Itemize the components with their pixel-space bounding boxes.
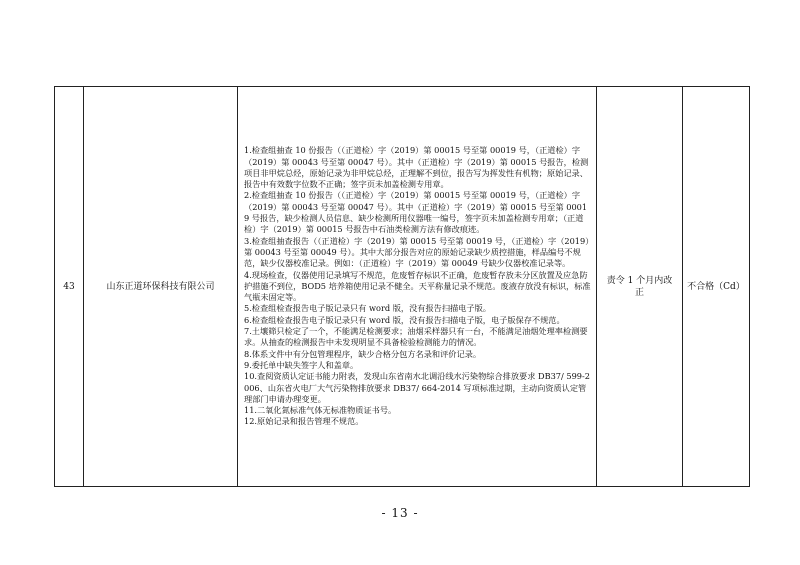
issue-item: 4.现场检查，仪器使用记录填写不规范，危废暂存标识不正确，危废暂存放未分区放置及应急防护措施不到位，BOD5 培养箱使用记录不健全。天平称量记录不规范。废液存放没有标识，标准气瓶未固定等。 — [244, 269, 591, 303]
issues-list — [238, 87, 597, 487]
issue-item: 11.二氧化氮标准气体无标准物质证书号。 — [244, 405, 397, 416]
issue-item: 9.委托单中缺失签字人和盖章。 — [244, 359, 359, 370]
table-row — [55, 87, 750, 487]
inspection-results-table — [54, 86, 750, 487]
issue-item: 7.土壤筛只检定了一个，不能满足检测要求；油烟采样器只有一台，不能满足油烟处理率检测要求。从抽查的检测报告中未发现明显不具备检验检测能力的情况。 — [244, 326, 588, 348]
page-number: - 13 - — [381, 506, 419, 520]
issue-item: 6.检查组检查报告电子版记录只有 word 版，没有报告扫描电子版，电子版保存不规范。 — [244, 314, 565, 325]
rectification-action — [597, 87, 683, 487]
issue-item: 8.体系文件中有分包管理程序，缺少合格分包方名录和评价记录。 — [244, 348, 482, 359]
inspection-result: 不合格（Cd） — [683, 87, 750, 487]
issue-item: 5.检查组检查报告电子版记录只有 word 版，没有报告扫描电子版。 — [244, 303, 491, 314]
rectification-action-text: 责令 1 个月内改正 — [606, 275, 673, 298]
issue-item: 12.原始记录和报告管理不规范。 — [244, 416, 364, 427]
organization-name: 山东正道环保科技有限公司 — [84, 87, 238, 487]
issue-item: 3.检查组抽查报告（（正道检）字（2019）第 00015 号至第 00019 号，（正道检）字（2019）第 00043 号至第 00049 号）。其中大部分报告对应的原始记录缺少质控措施，样品编号不规范，缺少仪器校准记录。例如：（正道检）字（2019）第 00049 号缺少仪器校准记录等。 — [244, 235, 590, 269]
issue-item: 10.查阅资质认定证书能力附表，发现山东省南水北调沿线水污染物综合排放要求 DB37/ 599-2006、山东省火电厂大气污染物排放要求 DB37/ 664-2014 写项标准过期，主动向资质认定管理部门申请办理变更。 — [244, 371, 590, 404]
row-number: 43 — [55, 87, 84, 487]
issue-item: 1.检查组抽查 10 份报告（（正道检）字（2019）第 00015 号至第 00019 号，（正道检）字（2019）第 00043 号至第 00047 号）。其中（正道检）字（2019）第 00015 号报告，检测项目非甲烷总烃，原始记录为非甲烷总烃，正理解不到位，报告写为挥发性有机物；原始记录、报告中有效数字位数不正确；签字页未加盖检测专用章。 — [244, 145, 589, 190]
issue-item: 2.检查组抽查 10 份报告（（正道检）字（2019）第 00015 号至第 00019 号，（正道检）字（2019）第 00043 号至第 00047 号）。其中（正道检）字（2019）第 00015 号至第 00019 号报告，缺少检测人员信息、缺少检测所用仪器唯一编号，签字页未加盖检测专用章；（正道检）字（2019）第 00015 号报告中石油类检测方法有修改痕迹。 — [244, 190, 588, 235]
